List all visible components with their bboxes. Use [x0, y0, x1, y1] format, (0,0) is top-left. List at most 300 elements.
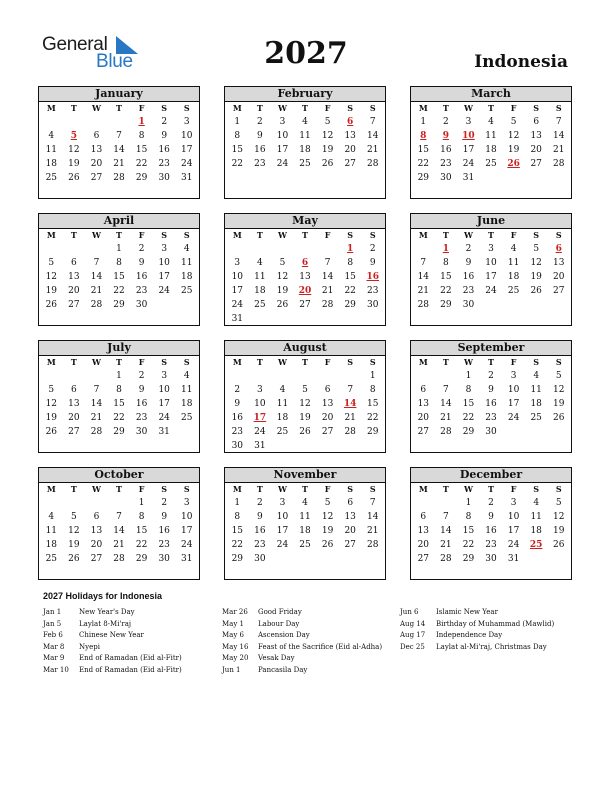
weekday-header: W [91, 230, 101, 240]
weekday-header: S [183, 357, 190, 367]
day-cell: 20 [417, 413, 430, 423]
day-cell: 21 [113, 540, 125, 550]
day-cell: 24 [181, 159, 193, 169]
day-cell: 29 [462, 427, 475, 437]
day-cell: 30 [254, 554, 266, 564]
holiday-name: Good Friday [258, 608, 302, 616]
day-cell: 12 [299, 399, 311, 409]
weekday-header: W [91, 357, 101, 367]
day-cell [547, 171, 570, 185]
day-cell: 12 [553, 512, 565, 522]
holiday-date: Jun 1 [222, 665, 241, 674]
day-cell: 28 [113, 173, 125, 183]
day-cell [525, 552, 548, 566]
day-cell [547, 298, 570, 312]
day-cell: 18 [45, 159, 58, 169]
weekday-header: W [91, 484, 101, 494]
day-cell: 4 [302, 498, 308, 508]
week-row [411, 242, 571, 256]
day-cell: 11 [507, 258, 520, 268]
day-cell: 14 [90, 272, 103, 282]
week-row [411, 397, 571, 411]
day-cell: 26 [299, 427, 311, 437]
day-cell: 7 [443, 385, 449, 395]
day-cell: 2 [161, 117, 168, 127]
holiday-day-cell: 6 [301, 258, 309, 268]
day-cell: 23 [485, 413, 497, 423]
holiday-entry [222, 607, 382, 619]
day-cell: 6 [533, 117, 540, 127]
day-cell [525, 298, 548, 312]
day-cell [63, 369, 86, 383]
weekday-header: S [161, 230, 168, 240]
day-cell: 17 [507, 399, 520, 409]
day-cell: 22 [462, 540, 475, 550]
day-cell [271, 552, 294, 566]
holiday-day-cell: 17 [253, 413, 267, 423]
day-cell: 4 [302, 117, 308, 127]
day-cell: 19 [507, 145, 520, 155]
weekday-header: M [46, 484, 56, 494]
day-cell: 18 [485, 145, 497, 155]
day-cell: 16 [158, 145, 170, 155]
weekday-header: F [510, 484, 517, 494]
day-cell [226, 369, 249, 383]
month-april [38, 213, 200, 326]
day-cell [294, 242, 317, 256]
day-cell: 31 [181, 173, 193, 183]
day-cell: 15 [113, 399, 125, 409]
day-cell: 20 [417, 540, 430, 550]
day-cell: 16 [158, 526, 170, 536]
day-cell: 9 [488, 512, 494, 522]
day-cell: 15 [231, 526, 244, 536]
weekday-header-row [411, 102, 571, 115]
day-cell: 19 [276, 286, 289, 296]
day-cell: 21 [90, 286, 103, 296]
day-cell: 17 [276, 145, 289, 155]
day-cell: 19 [68, 159, 80, 169]
week-row [411, 425, 571, 439]
day-cell: 11 [485, 131, 497, 141]
week-row [411, 115, 571, 129]
week-row [225, 284, 385, 298]
day-cell: 25 [45, 554, 58, 564]
day-cell: 21 [344, 413, 356, 423]
day-cell: 3 [279, 498, 286, 508]
day-cell: 13 [299, 272, 311, 282]
day-cell [226, 242, 249, 256]
day-cell: 30 [158, 554, 170, 564]
weekday-header: F [510, 230, 517, 240]
weekday-header: W [277, 357, 287, 367]
day-cell: 21 [367, 145, 379, 155]
day-cell [63, 115, 86, 129]
weekday-header: F [324, 230, 331, 240]
holiday-date: Aug 14 [400, 619, 426, 628]
day-cell: 12 [321, 512, 334, 522]
day-cell: 28 [113, 554, 125, 564]
week-row [411, 143, 571, 157]
holiday-date: Aug 17 [400, 631, 426, 639]
day-cell: 30 [440, 173, 452, 183]
day-cell: 22 [417, 159, 430, 169]
day-cell: 13 [344, 512, 356, 522]
day-cell [339, 552, 362, 566]
weekday-header: T [70, 484, 77, 494]
day-cell: 4 [533, 498, 540, 508]
day-cell [249, 369, 272, 383]
weekday-header: S [533, 357, 540, 367]
day-cell [502, 298, 525, 312]
day-cell: 29 [113, 300, 125, 310]
day-cell: 13 [68, 272, 80, 282]
day-cell: 2 [138, 371, 145, 381]
weekday-header: M [418, 103, 428, 113]
weekday-header: F [138, 357, 145, 367]
day-cell: 29 [135, 554, 148, 564]
day-cell: 14 [367, 131, 379, 141]
weekday-header: T [488, 484, 494, 494]
holiday-name: End of Ramadan (Eid al-Fitr) [79, 665, 182, 674]
day-cell [175, 425, 198, 439]
day-cell: 2 [257, 498, 263, 508]
day-cell: 18 [299, 526, 311, 536]
holiday-entry [222, 630, 382, 642]
day-cell: 18 [530, 399, 542, 409]
day-cell [361, 552, 384, 566]
day-cell: 5 [555, 498, 562, 508]
day-cell [412, 242, 435, 256]
day-cell: 26 [553, 540, 565, 550]
day-cell: 15 [462, 526, 475, 536]
day-cell: 21 [440, 413, 452, 423]
day-cell: 3 [161, 244, 168, 254]
day-cell: 2 [234, 385, 241, 395]
day-cell [294, 312, 317, 326]
day-cell: 18 [276, 413, 289, 423]
day-cell: 21 [553, 145, 565, 155]
day-cell: 22 [462, 413, 475, 423]
day-cell: 7 [116, 512, 122, 522]
week-row [411, 171, 571, 185]
day-cell: 21 [321, 286, 334, 296]
weekday-header-row [411, 229, 571, 242]
week-row [225, 143, 385, 157]
day-cell: 20 [90, 540, 103, 550]
day-cell: 26 [530, 286, 542, 296]
day-cell: 13 [90, 145, 103, 155]
day-cell: 23 [158, 159, 170, 169]
day-cell: 25 [299, 540, 311, 550]
weekday-header: T [302, 230, 308, 240]
day-cell: 5 [302, 385, 308, 395]
day-cell [480, 171, 503, 185]
day-cell [547, 552, 570, 566]
day-cell [63, 496, 86, 510]
day-cell: 31 [507, 554, 520, 564]
day-cell: 4 [279, 385, 286, 395]
month-june [410, 213, 572, 326]
weekday-header: W [91, 103, 101, 113]
weekday-header: T [302, 103, 308, 113]
day-cell: 10 [181, 131, 193, 141]
day-cell: 14 [367, 512, 379, 522]
day-cell: 14 [440, 399, 452, 409]
weekday-header: S [347, 230, 354, 240]
week-row [39, 284, 199, 298]
weekday-header: S [369, 103, 376, 113]
day-cell: 10 [507, 512, 520, 522]
weekday-header: S [161, 484, 168, 494]
holiday-day-cell: 5 [70, 131, 77, 141]
day-cell: 17 [158, 399, 170, 409]
day-cell [175, 298, 198, 312]
day-cell: 16 [485, 399, 497, 409]
day-cell: 18 [181, 399, 193, 409]
day-cell: 14 [440, 526, 452, 536]
week-row [225, 270, 385, 284]
day-cell: 9 [161, 512, 168, 522]
day-cell: 1 [465, 371, 472, 381]
day-cell: 20 [68, 286, 80, 296]
day-cell: 24 [158, 413, 170, 423]
week-row [411, 284, 571, 298]
week-row [39, 171, 199, 185]
weekday-header: M [418, 484, 428, 494]
day-cell: 22 [440, 286, 452, 296]
day-cell [40, 496, 63, 510]
holiday-entry [43, 665, 182, 677]
holiday-name: Independence Day [436, 631, 503, 639]
day-cell: 7 [443, 512, 449, 522]
day-cell: 31 [254, 441, 266, 451]
day-cell: 31 [231, 314, 244, 324]
day-cell: 19 [530, 272, 542, 282]
weekday-header: S [183, 230, 190, 240]
day-cell: 29 [462, 554, 475, 564]
day-cell: 21 [90, 413, 103, 423]
day-cell [85, 496, 108, 510]
week-row [39, 510, 199, 524]
week-row [225, 312, 385, 326]
day-cell: 28 [440, 427, 452, 437]
holiday-column [43, 607, 182, 676]
week-row [39, 524, 199, 538]
day-cell: 4 [183, 244, 190, 254]
weekday-header-row [225, 356, 385, 369]
weekday-header: M [232, 230, 242, 240]
weekday-header: S [161, 357, 168, 367]
day-cell: 12 [45, 399, 58, 409]
month-title: August [225, 341, 385, 356]
day-cell [271, 312, 294, 326]
weekday-header: S [347, 103, 354, 113]
week-row [225, 439, 385, 453]
day-cell: 24 [231, 300, 244, 310]
weekday-header: M [232, 103, 242, 113]
day-cell: 23 [254, 159, 266, 169]
day-cell: 17 [231, 286, 244, 296]
weekday-header: W [463, 484, 473, 494]
day-cell: 5 [324, 117, 331, 127]
weekday-header: S [161, 103, 168, 113]
weekday-header: W [277, 484, 287, 494]
day-cell: 30 [367, 300, 379, 310]
day-cell: 26 [45, 300, 58, 310]
weekday-header: S [183, 484, 190, 494]
weekday-header: M [46, 357, 56, 367]
day-cell: 26 [45, 427, 58, 437]
day-cell: 16 [462, 272, 475, 282]
day-cell: 3 [488, 244, 494, 254]
day-cell [316, 242, 339, 256]
day-cell [339, 439, 362, 453]
holiday-date: Mar 9 [43, 654, 65, 662]
day-cell: 26 [68, 554, 80, 564]
day-cell: 15 [462, 399, 475, 409]
day-cell: 28 [417, 300, 430, 310]
day-cell: 27 [90, 554, 103, 564]
day-cell: 13 [68, 399, 80, 409]
day-cell: 30 [485, 554, 497, 564]
day-cell: 15 [367, 399, 379, 409]
day-cell: 27 [344, 540, 356, 550]
day-cell [294, 439, 317, 453]
day-cell: 3 [161, 371, 168, 381]
day-cell: 14 [553, 131, 565, 141]
day-cell [294, 369, 317, 383]
holiday-name: Ascension Day [258, 631, 310, 639]
weekday-header: T [488, 357, 494, 367]
week-row [411, 369, 571, 383]
day-cell: 20 [530, 145, 542, 155]
day-cell [339, 312, 362, 326]
holiday-day-cell: 1 [347, 244, 354, 254]
day-cell: 10 [231, 272, 244, 282]
weekday-header: S [533, 103, 540, 113]
day-cell: 7 [93, 258, 100, 268]
week-row [411, 524, 571, 538]
day-cell: 31 [158, 427, 170, 437]
day-cell: 24 [276, 540, 289, 550]
weekday-header: F [510, 357, 517, 367]
week-row [225, 538, 385, 552]
day-cell: 2 [488, 498, 494, 508]
day-cell: 30 [135, 300, 148, 310]
day-cell: 29 [417, 173, 430, 183]
day-cell: 6 [420, 385, 427, 395]
day-cell: 22 [231, 159, 244, 169]
day-cell: 19 [299, 413, 311, 423]
weekday-header: S [347, 357, 354, 367]
day-cell: 8 [116, 385, 122, 395]
day-cell: 6 [420, 512, 427, 522]
day-cell: 14 [321, 272, 334, 282]
week-row [225, 157, 385, 171]
weekday-header-row [225, 229, 385, 242]
day-cell [294, 552, 317, 566]
weekday-header: W [463, 230, 473, 240]
weekday-header: T [116, 357, 122, 367]
month-title: February [225, 87, 385, 102]
weekday-header: M [46, 103, 56, 113]
day-cell: 17 [507, 526, 520, 536]
week-row [411, 129, 571, 143]
day-cell: 9 [257, 131, 263, 141]
holiday-date: May 20 [222, 654, 249, 662]
weekday-header: T [116, 230, 122, 240]
weekday-header-row [39, 102, 199, 115]
day-cell: 19 [553, 399, 565, 409]
week-row [411, 538, 571, 552]
week-row [39, 256, 199, 270]
day-cell: 28 [367, 159, 379, 169]
holiday-name: Vesak Day [258, 654, 295, 662]
day-cell: 25 [485, 159, 497, 169]
day-cell: 30 [462, 300, 475, 310]
day-cell [40, 369, 63, 383]
day-cell: 23 [135, 286, 148, 296]
day-cell: 28 [344, 427, 356, 437]
weekday-header: M [232, 484, 242, 494]
holiday-entry [43, 653, 182, 665]
day-cell: 10 [485, 258, 497, 268]
day-cell: 15 [135, 145, 148, 155]
week-row [39, 383, 199, 397]
day-cell: 21 [367, 526, 379, 536]
day-cell: 27 [321, 427, 334, 437]
day-cell: 18 [45, 540, 58, 550]
country-name: Indonesia [474, 52, 568, 72]
week-row [39, 157, 199, 171]
month-september [410, 340, 572, 453]
day-cell: 22 [113, 286, 125, 296]
holiday-date: May 6 [222, 631, 244, 639]
day-cell: 10 [158, 258, 170, 268]
week-row [225, 552, 385, 566]
day-cell: 23 [254, 540, 266, 550]
holidays-title: 2027 Holidays for Indonesia [43, 591, 163, 601]
day-cell: 13 [553, 258, 565, 268]
week-row [225, 115, 385, 129]
holiday-entry [43, 630, 182, 642]
day-cell: 8 [443, 258, 449, 268]
day-cell: 16 [135, 399, 148, 409]
day-cell: 29 [440, 300, 452, 310]
month-march [410, 86, 572, 199]
day-cell: 27 [68, 300, 80, 310]
day-cell [40, 242, 63, 256]
day-cell: 25 [507, 286, 520, 296]
day-cell: 2 [161, 498, 168, 508]
day-cell: 25 [530, 413, 542, 423]
holiday-entry [222, 642, 382, 654]
week-row [225, 298, 385, 312]
day-cell: 12 [321, 131, 334, 141]
holiday-day-cell: 8 [420, 131, 427, 141]
day-cell: 25 [276, 427, 289, 437]
day-cell: 22 [135, 159, 148, 169]
month-title: December [411, 468, 571, 483]
day-cell: 7 [420, 258, 427, 268]
day-cell: 22 [135, 540, 148, 550]
holiday-name: Birthday of Muhammad (Mawlid) [436, 619, 555, 628]
day-cell: 28 [90, 427, 103, 437]
day-cell: 23 [462, 286, 475, 296]
day-cell: 16 [254, 526, 266, 536]
day-cell: 1 [116, 244, 122, 254]
